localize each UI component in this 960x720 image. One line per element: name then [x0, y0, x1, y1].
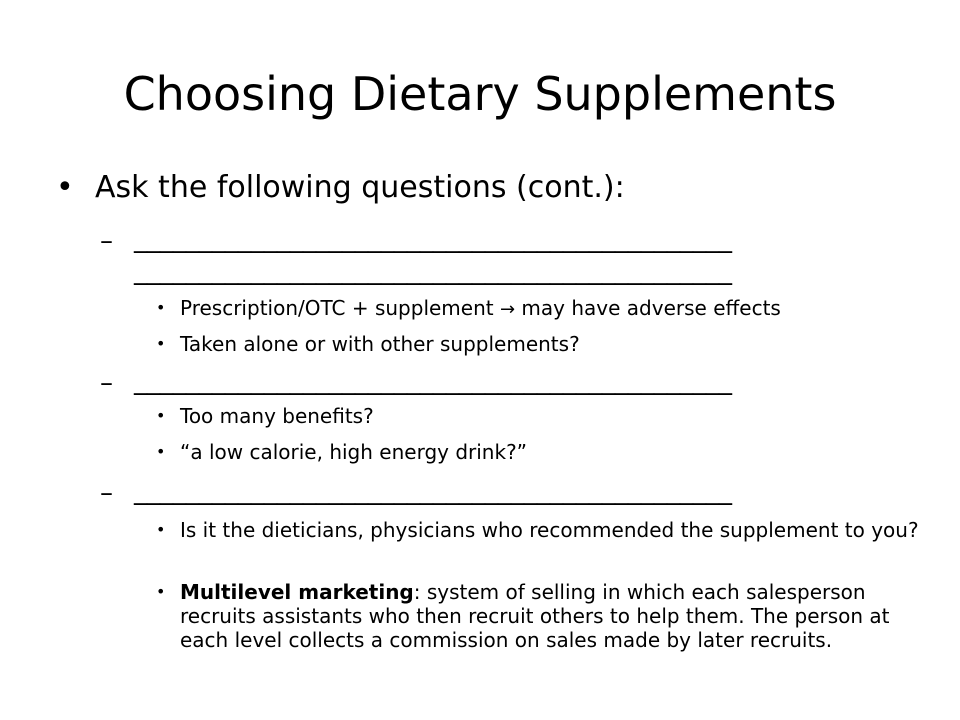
sub-bullet-2-text: Taken alone or with other supplements?	[180, 332, 580, 356]
blank-line-2: ______________________________________________	[134, 366, 732, 396]
blank-line-1b: ______________________________________________	[134, 256, 732, 286]
dash-marker-3: –	[100, 478, 113, 508]
sub-bullet-5-text: Is it the dieticians, physicians who recommended the supplement to you?	[180, 518, 919, 542]
sub-bullet-1-part2: may have adverse effects	[515, 296, 781, 320]
bullet-marker: •	[156, 298, 166, 317]
term-multilevel-marketing: Multilevel marketing	[180, 580, 414, 604]
bullet-marker: •	[156, 520, 166, 539]
dash-marker-2: –	[100, 368, 113, 398]
blank-line-1a: ______________________________________________	[134, 224, 732, 254]
dash-marker-1: –	[100, 226, 113, 256]
bullet-marker: •	[156, 334, 166, 353]
sub-bullet-1-text	[180, 296, 920, 322]
sub-bullet-3-text: Too many benefits?	[180, 404, 374, 428]
sub-bullet-4-text: “a low calorie, high energy drink?”	[180, 440, 528, 464]
arrow-icon: →	[499, 299, 516, 320]
bullet-marker: •	[56, 170, 74, 205]
definition-text: : system of selling in which each salesperson recruits assistants who then recruit others to help them. The person at each level collects a commission on sales made by later recruits.	[180, 580, 890, 652]
slide-title: Choosing Dietary Supplements	[123, 67, 837, 121]
blank-line-3: ______________________________________________	[134, 476, 732, 506]
sub-bullet-6-text	[180, 580, 920, 652]
bullet-marker: •	[156, 442, 166, 461]
main-bullet-text: Ask the following questions (cont.):	[95, 170, 625, 205]
bullet-marker: •	[156, 582, 166, 601]
bullet-marker: •	[156, 406, 166, 425]
sub-bullet-1-part1: Prescription/OTC + supplement	[180, 296, 500, 320]
